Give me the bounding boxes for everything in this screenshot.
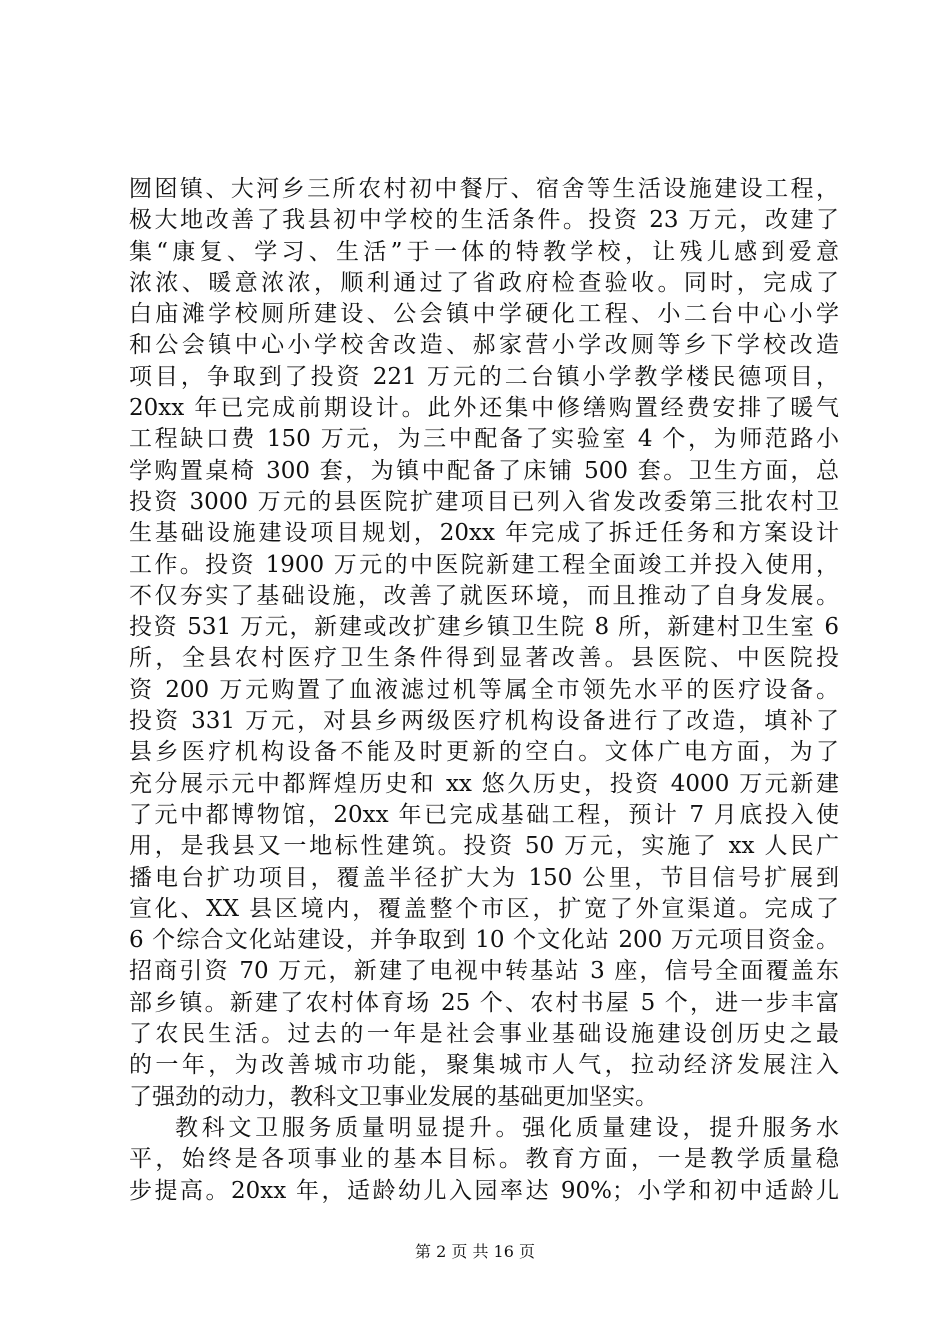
text-line: 浓浓、暖意浓浓，顺利通过了省政府检查验收。同时，完成了 xyxy=(129,269,839,296)
text-line: 步提高。20xx 年，适龄幼儿入园率达 90%；小学和初中适龄儿 xyxy=(129,1177,839,1204)
paragraph-end-line: 了强劲的动力，教科文卫事业发展的基础更加坚实。 xyxy=(129,1083,658,1110)
text-line: 用，是我县又一地标性建筑。投资 50 万元，实施了 xx 人民广 xyxy=(129,833,839,860)
page-footer: 第 2 页 共 16 页 xyxy=(415,1242,535,1261)
text-line: 县乡医疗机构设备不能及时更新的空白。文体广电方面，为了 xyxy=(129,739,839,766)
text-line: 所，全县农村医疗卫生条件得到显著改善。县医院、中医院投 xyxy=(129,645,839,672)
text-line: 项目，争取到了投资 221 万元的二台镇小学教学楼民德项目， xyxy=(129,363,839,390)
text-line: 不仅夯实了基础设施，改善了就医环境，而且推动了自身发展。 xyxy=(129,582,839,609)
text-line: 投资 331 万元，对县乡两级医疗机构设备进行了改造，填补了 xyxy=(129,708,839,735)
text-line: 了元中都博物馆，20xx 年已完成基础工程，预计 7 月底投入使 xyxy=(129,801,839,828)
text-line: 充分展示元中都辉煌历史和 xx 悠久历史，投资 4000 万元新建 xyxy=(129,770,839,797)
text-line: 资 200 万元购置了血液滤过机等属全市领先水平的医疗设备。 xyxy=(129,676,839,703)
text-line: 的一年，为改善城市功能，聚集城市人气，拉动经济发展注入 xyxy=(129,1052,839,1079)
text-line: 和公会镇中心小学校舍改造、郝家营小学改厕等乡下学校改造 xyxy=(129,332,839,359)
text-line: 播电台扩功项目，覆盖半径扩大为 150 公里，节目信号扩展到 xyxy=(129,864,839,891)
text-line: 招商引资 70 万元，新建了电视中转基站 3 座，信号全面覆盖东 xyxy=(129,958,839,985)
text-line: 学购置桌椅 300 套，为镇中配备了床铺 500 套。卫生方面，总 xyxy=(129,457,839,484)
text-line: 白庙滩学校厕所建设、公会镇中学硬化工程、小二台中心小学 xyxy=(129,301,839,328)
text-line: 工作。投资 1900 万元的中医院新建工程全面竣工并投入使用， xyxy=(129,551,839,578)
text-line: 极大地改善了我县初中学校的生活条件。投资 23 万元，改建了 xyxy=(129,207,839,234)
text-line: 6 个综合文化站建设，并争取到 10 个文化站 200 万元项目资金。 xyxy=(129,927,839,954)
text-line: 工程缺口费 150 万元，为三中配备了实验室 4 个，为师范路小 xyxy=(129,426,839,453)
text-line: 集“康复、学习、生活”于一体的特教学校，让残儿感到爱意 xyxy=(129,238,839,265)
text-line: 投资 531 万元，新建或改扩建乡镇卫生院 8 所，新建村卫生室 6 xyxy=(129,614,839,641)
paragraph-start-line: 教科文卫服务质量明显提升。强化质量建设，提升服务水 xyxy=(175,1114,839,1141)
text-line: 宣化、XX 县区境内，覆盖整个市区，扩宽了外宣渠道。完成了 xyxy=(129,895,839,922)
text-line: 生基础设施建设项目规划，20xx 年完成了拆迁任务和方案设计 xyxy=(129,520,839,547)
text-line: 投资 3000 万元的县医院扩建项目已列入省发改委第三批农村卫 xyxy=(129,488,839,515)
text-line: 了农民生活。过去的一年是社会事业基础设施建设创历史之最 xyxy=(129,1021,839,1048)
text-line: 平，始终是各项事业的基本目标。教育方面，一是教学质量稳 xyxy=(129,1146,839,1173)
text-line: 囫囵镇、大河乡三所农村初中餐厅、宿舍等生活设施建设工程， xyxy=(129,176,839,202)
body-text xyxy=(129,174,839,1207)
text-line: 部乡镇。新建了农村体育场 25 个、农村书屋 5 个，进一步丰富 xyxy=(129,989,839,1016)
text-line: 20xx 年已完成前期设计。此外还集中修缮购置经费安排了暖气 xyxy=(129,395,839,422)
